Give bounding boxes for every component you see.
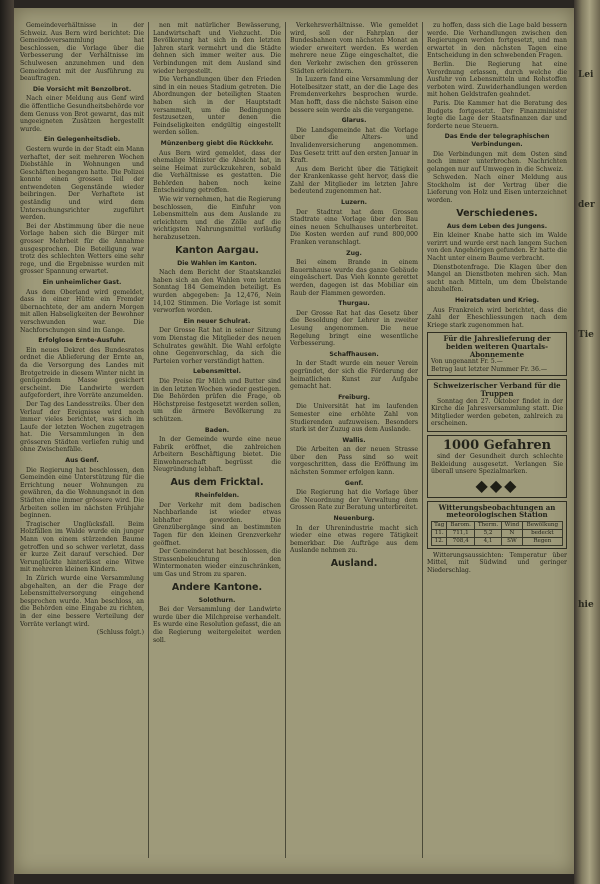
article-text: Verkehrsverhältnisse. Wie gemeldet wird, soll der Fahrplan der Bundesbahnen vom nächsten Monat an wieder erweitert werden. Es werden mehrere neue Züge eingeschaltet, die den Verkehr zwischen den grösseren Städten erleichtern. xyxy=(290,22,418,75)
donation-title: Für die Jahreslieferung der beiden weiteren Quartals-Abonnemente xyxy=(443,334,551,359)
article-text: Bei der Abstimmung über die neue Vorlage haben sich die Bürger mit grosser Mehrheit für die Annahme ausgesprochen. Die Beteiligung war trotz des schlechten Wetters eine sehr rege, und die Ergebnisse wurden mit grosser Spannung erwartet. xyxy=(20,222,144,276)
article-text: Die Regierung hat beschlossen, den Gemeinden eine Unterstützung für die Errichtung neuer Wohnungen zu gewähren, da die Wohnungsnot in den Städten eine immer grössere wird. Die Arbeiten sollen im nächsten Frühjahr beginnen. xyxy=(20,466,144,520)
edge-fragment: der xyxy=(578,200,595,210)
table-header-row xyxy=(432,521,563,529)
donation-notice xyxy=(427,332,567,376)
article-text: In der Gemeinde wurde eine neue Fabrik eröffnet, die zahlreichen Arbeitern Beschäftigung bietet. Die Einwohnerschaft begrüsst die Neugründung lebhaft. xyxy=(153,436,281,474)
advertisement xyxy=(427,435,567,498)
table-cell: 4,1 xyxy=(474,537,501,545)
article-headline: Münzenberg giebt die Rückkehr. xyxy=(160,139,274,147)
column-3 xyxy=(290,22,418,858)
article-text: Berlin. Die Regierung hat eine Verordnung erlassen, durch welche die Ausfuhr von Lebensmitteln und Rohstoffen verboten wird. Zuwiderhandlungen werden mit hohen Geldstrafen geahndet. xyxy=(427,60,567,99)
article-text: Aus dem Oberland wird gemeldet, dass in einer Hütte ein Fremder übernachtete, der am andern Morgen mit allen Habseligkeiten der Bewohner verschwunden war. Die Nachforschungen sind im Gange. xyxy=(20,288,144,334)
article-headline: Thurgau. xyxy=(338,300,370,308)
book-spine-left xyxy=(0,0,14,884)
table-cell: N xyxy=(502,529,523,537)
article-text: Ein neues Dekret des Bundesrates ordnet die Ablieferung der Ernte an, da die Versorgung des Landes mit Brotgetreide in diesem Winter nicht in genügendem Masse gesichert erscheint. Die Landwirte werden aufgefordert, ihre Vorräte anzumelden. xyxy=(20,346,144,400)
article-text: Die Regierung hat die Vorlage über die Neuordnung der Verwaltung dem Grossen Rate zur Beratung unterbreitet. xyxy=(290,489,418,512)
association-notice xyxy=(427,379,567,432)
column-rule xyxy=(285,22,286,858)
weather-title: Witterungsbeobachtungen an meteorologischen Station xyxy=(438,502,556,520)
newspaper-page xyxy=(14,8,574,874)
article-headline: Erfolglose Ernte-Ausfuhr. xyxy=(38,337,126,345)
article-text: Die Landsgemeinde hat die Vorlage über die Alters- und Invalidenversicherung angenommen. Das Gesetz tritt auf den ersten Januar in Kraft. xyxy=(290,126,418,165)
article-headline: Aus Genf. xyxy=(65,457,99,465)
article-text: Der Grosse Rat hat in seiner Sitzung vom Dienstag die Mitglieder des neuen Schulrates gewählt. Die Wahl erfolgte ohne Gegenvorschlag, da sich die Parteien vorher verständigt hatten. xyxy=(153,327,281,365)
article-text: Ein kleiner Knabe hatte sich im Walde verirrt und wurde erst nach langem Suchen von den Angehörigen gefunden. Er hatte die Nacht unter einem Baume verbracht. xyxy=(427,232,567,263)
article-text: Tragischer Unglücksfall. Beim Holzfällen im Walde wurde ein junger Mann von einem stürzenden Baume getroffen und so schwer verletzt, dass er kurze Zeit darauf verschied. Der Verunglückte hinterlässt eine Witwe mit mehreren kleinen Kindern. xyxy=(20,520,144,574)
article-text: Die Verhandlungen über den Frieden sind in ein neues Stadium getreten. Die Abordnungen der beteiligten Staaten haben sich in der Hauptstadt versammelt, um die Bedingungen festzusetzen, unter denen die Feindseligkeiten endgültig eingestellt werden sollen. xyxy=(153,76,281,137)
article-text: Gemeindeverhältnisse in der Schweiz. Aus Bern wird berichtet: Die Gemeindeversammlung hat beschlossen, die Vorlage über die Verbesserung der Verhältnisse im Schulwesen anzunehmen und den Gemeinderat mit der Ausführung zu beauftragen. xyxy=(20,22,144,83)
article-text: Bei der Versammlung der Landwirte wurde über die Milchpreise verhandelt. Es wurde eine Resolution gefasst, die an die Regierung weitergeleitet werden soll. xyxy=(153,606,281,644)
article-text: Der Tag des Landesstreiks. Über den Verlauf der Ereignisse wird noch immer vieles berichtet, was sich im Laufe der letzten Wochen zugetragen hat. Die Versammlungen in den grösseren Städten verliefen ruhig und ohne Zwischenfälle. xyxy=(20,400,144,454)
article-text: Der Stadtrat hat dem Grossen Stadtrate eine Vorlage über den Bau eines neuen Schulhauses unterbreitet. Die Kosten werden auf rund 800,000 Franken veranschlagt. xyxy=(290,208,418,247)
section-heading-other-cantons: Andere Kantone. xyxy=(171,581,263,593)
article-text: In der Uhrenindustrie macht sich wieder eine etwas regere Tätigkeit bemerkbar. Die Aufträge aus dem Auslande nehmen zu. xyxy=(290,524,418,555)
section-heading-abroad: Ausland. xyxy=(330,558,378,569)
article-text: Gestern wurde in der Stadt ein Mann verhaftet, der seit mehreren Wochen Diebstähle in Wohnungen und Geschäften begangen hatte. Die Polizei konnte einen grossen Teil der entwendeten Gegenstände wieder beibringen. Der Verhaftete ist geständig und wird dem Untersuchungsrichter zugeführt werden. xyxy=(20,145,144,222)
article-text: Bei einem Brande in einem Bauernhause wurde das ganze Gebäude eingeäschert. Das Vieh konnte gerettet werden, dagegen ist das Mobiliar ein Raub der Flammen geworden. xyxy=(290,259,418,297)
table-header-cell: Bewölkung xyxy=(522,521,562,529)
table-cell: 11. xyxy=(432,529,447,537)
article-text: Aus Bern wird gemeldet, dass der ehemalige Minister die Absicht hat, in seine Heimat zurückzukehren, sobald die Verhältnisse es gestatten. Die Behörden haben noch keine Entscheidung getroffen. xyxy=(153,149,281,195)
article-headline: Baden. xyxy=(204,426,230,434)
article-headline: Ein unheimlicher Gast. xyxy=(42,279,122,286)
article-text: Die Preise für Milch und Butter sind in den letzten Wochen wieder gestiegen. Die Behörden prüfen die Frage, ob Höchstpreise festgesetzt werden sollen, um die ärmere Bevölkerung zu schützen. xyxy=(153,377,281,423)
donation-line: Von ungenannt Fr. 5.— xyxy=(431,358,503,366)
article-headline: Solothurn. xyxy=(198,596,236,604)
section-heading-fricktal: Aus dem Fricktal. xyxy=(170,477,264,489)
article-continuation-note: (Schluss folgt.) xyxy=(96,629,144,637)
article-headline: Heiratsdaten und Krieg. xyxy=(454,297,540,304)
edge-fragment: Lei xyxy=(578,70,594,80)
article-text: In Zürich wurde eine Versammlung abgehalten, an der die Frage der Lebensmittelversorgung eingehend besprochen wurde. Man beschloss, an die Behörden eine Eingabe zu richten, in der eine bessere Verteilung der Vorräte verlangt wird. xyxy=(20,574,144,628)
article-text: zu hoffen, dass sich die Lage bald bessern werde. Die Verhandlungen zwischen den Regierungen werden fortgesetzt, und man erwartet in den nächsten Tagen eine Entscheidung in den schwebenden Fragen. xyxy=(427,22,567,60)
table-row xyxy=(432,529,563,537)
article-text: Schweden. Nach einer Meldung aus Stockholm ist der Vertrag über die Lieferung von Holz und Eisen unterzeichnet worden. xyxy=(427,174,567,205)
article-text: Aus Frankreich wird berichtet, dass die Zahl der Eheschliessungen nach dem Kriege stark zugenommen hat. xyxy=(427,306,567,329)
table-header-cell: Tag xyxy=(432,521,447,529)
edge-fragment: hie xyxy=(578,600,594,610)
association-title: Schweizerischer Verband für die Truppen xyxy=(433,381,561,398)
article-headline: Die Wahlen im Kanton. xyxy=(177,259,257,267)
article-text: Der Gemeinderat hat beschlossen, die Strassenbeleuchtung in den Wintermonaten wieder einzuschränken, um Gas und Strom zu sparen. xyxy=(153,548,281,578)
article-headline: Luzern. xyxy=(341,199,367,207)
column-1 xyxy=(20,22,144,858)
article-text: Die Arbeiten an der neuen Strasse über den Pass sind so weit vorgeschritten, dass die Eröffnung im nächsten Sommer erfolgen kann. xyxy=(290,446,418,477)
weather-observations xyxy=(427,501,567,549)
article-headline: Ein Gelegenheitsdieb. xyxy=(43,136,121,144)
advertisement-text: sind der Gesundheit durch schlechte Bekleidung ausgesetzt. Verlangen Sie überall unsere Spezialmarken. xyxy=(431,452,563,476)
article-headline: Zug. xyxy=(346,249,362,257)
donation-line: Betrag laut letzter Nummer Fr. 36.— xyxy=(431,365,548,373)
article-text: Nach einer Meldung aus Genf wird die öffentliche Gesundheitsbehörde vor dem Genuss von Brot gewarnt, das mit ungeeigneten Zusätzen hergestellt wurde. xyxy=(20,95,144,133)
table-header-cell: Wind xyxy=(502,521,523,529)
table-cell: bedeckt xyxy=(522,529,562,537)
article-headline: Freiburg. xyxy=(338,393,370,401)
article-headline: Lebensmittel. xyxy=(192,368,241,376)
article-text: Dienstbotenfrage. Die Klagen über den Mangel an Dienstboten mehren sich. Man sucht nach Mitteln, um dem Übelstande abzuhelfen. xyxy=(427,263,567,294)
column-4 xyxy=(427,22,567,858)
weather-table xyxy=(431,521,563,546)
article-text: Nach dem Bericht der Staatskanzlei haben sich an den Wahlen vom letzten Sonntag 184 Gemeinden beteiligt. Es wurden abgegeben: Ja 12,476, Nein 14,102 Stimmen. Die Vorlage ist somit verworfen worden. xyxy=(153,269,281,315)
table-cell: SW xyxy=(502,537,523,545)
column-2 xyxy=(153,22,281,858)
table-cell: 711,1 xyxy=(447,529,474,537)
article-headline: Aus dem Leben des Jungens. xyxy=(446,222,548,230)
table-header-cell: Barom. xyxy=(447,521,474,529)
diamond-logo-icon: ◆◆◆ xyxy=(475,475,519,495)
association-text: Sonntag den 27. Oktober findet in der Kirche die Jahresversammlung statt. Die Mitglieder werden gebeten, zahlreich zu erscheinen. xyxy=(431,397,563,428)
article-headline: Die Vorsicht mit Benzolbrot. xyxy=(32,85,132,93)
article-text: Die Verbindungen mit dem Osten sind noch immer unterbrochen. Nachrichten gelangen nur auf Umwegen in die Schweiz. xyxy=(427,150,567,173)
section-heading-miscellaneous: Verschiedenes. xyxy=(456,207,538,219)
article-text: Aus dem Bericht über die Tätigkeit der Krankenkasse geht hervor, dass die Zahl der Mitglieder im letzten Jahre bedeutend zugenommen hat. xyxy=(290,165,418,196)
article-text: In Luzern fand eine Versammlung der Hotelbesitzer statt, an der die Lage des Fremdenverkehrs besprochen wurde. Man hofft, dass die nächste Saison eine bessere sein werde als die vergangene. xyxy=(290,76,418,114)
column-rule xyxy=(422,22,423,858)
next-page-edge xyxy=(574,0,600,884)
table-cell: 5,2 xyxy=(474,529,501,537)
article-text: Wie wir vernehmen, hat die Regierung beschlossen, die Einfuhr von Lebensmitteln aus dem Auslande zu erleichtern und die Zölle auf die wichtigsten Nahrungsmittel vorläufig herabzusetzen. xyxy=(153,196,281,242)
article-headline: Wallis. xyxy=(342,436,366,444)
article-headline: Ein neuer Schulrat. xyxy=(183,317,251,325)
article-headline: Rheinfelden. xyxy=(194,492,240,500)
article-text: Der Verkehr mit dem badischen Nachbarlande ist wieder etwas lebhafter geworden. Die Grenzübergänge sind an bestimmten Tagen für den kleinen Grenzverkehr geöffnet. xyxy=(153,501,281,547)
table-header-cell: Therm. xyxy=(474,521,501,529)
article-text: Die Universität hat im laufenden Semester eine erhöhte Zahl von Studierenden aufzuweisen. Besonders stark ist der Zuzug aus dem Auslande. xyxy=(290,403,418,434)
article-headline: Schaffhausen. xyxy=(329,350,379,358)
section-heading-aargau: Kanton Aargau. xyxy=(175,244,259,256)
article-headline: Neuenburg. xyxy=(333,515,375,523)
edge-fragment: Tie xyxy=(578,330,594,340)
table-row xyxy=(432,537,563,545)
article-text: Der Grosse Rat hat das Gesetz über die Besoldung der Lehrer in zweiter Lesung angenommen. Die neue Regelung bringt eine wesentliche Verbesserung. xyxy=(290,309,418,348)
table-cell: Regen xyxy=(522,537,562,545)
article-text: In der Stadt wurde ein neuer Verein gegründet, der sich die Förderung der heimatlichen Kunst zur Aufgabe gemacht hat. xyxy=(290,360,418,391)
advertisement-title: 1000 Gefahren xyxy=(442,437,552,453)
article-headline: Genf. xyxy=(344,479,364,487)
table-cell: 12. xyxy=(432,537,447,545)
article-headline: Das Ende der telegraphischen Verbindungen. xyxy=(444,133,550,148)
table-cell: 708,4 xyxy=(447,537,474,545)
weather-forecast: Witterungsaussichten: Temperatur über Mittel, mit Südwind und geringer Niederschlag. xyxy=(427,551,567,575)
article-text: nen mit natürlicher Bewässerung, Landwirtschaft und Viehzucht. Die Bevölkerung hat sich in den letzten Jahren stark vermehrt und die Städte dehnen sich immer weiter aus. Die Verbindungen mit dem Ausland sind wieder hergestellt. xyxy=(153,22,281,75)
article-text: Paris. Die Kammer hat die Beratung des Budgets fortgesetzt. Der Finanzminister legte die Lage der Staatsfinanzen dar und forderte neue Steuern. xyxy=(427,99,567,130)
article-headline: Glarus. xyxy=(341,117,367,125)
column-rule xyxy=(148,22,149,858)
